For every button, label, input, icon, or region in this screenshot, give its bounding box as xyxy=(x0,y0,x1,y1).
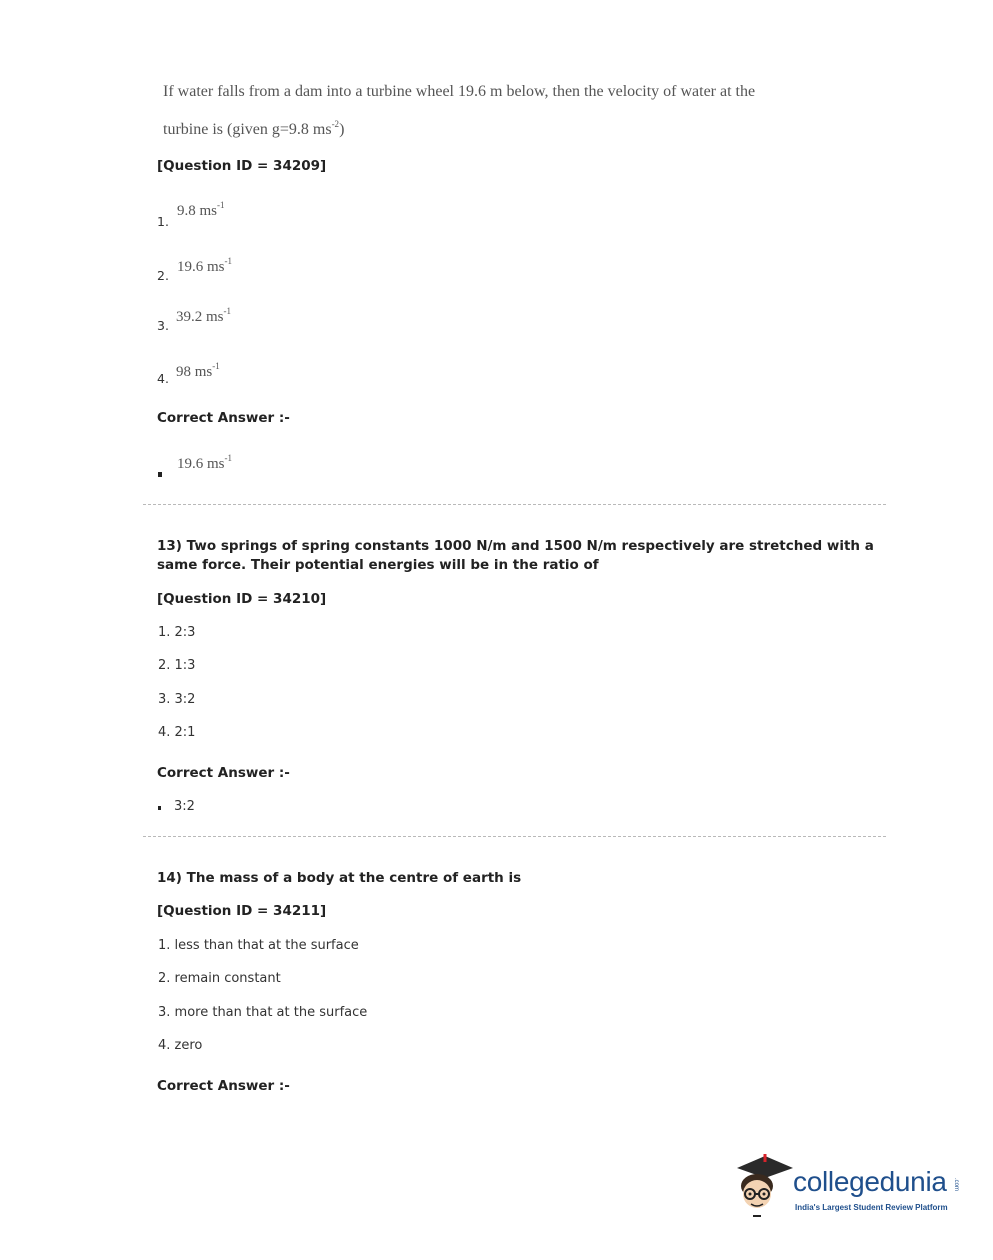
q12-text-line2: turbine is (given g=9.8 $ms^{-2}$) xyxy=(163,119,345,138)
logo-tagline: India's Largest Student Review Platform xyxy=(795,1203,948,1212)
question-divider xyxy=(143,504,886,505)
q14-option-3[interactable]: 3. more than that at the surface xyxy=(158,1005,368,1020)
q12-question-id: [Question ID = 34209] xyxy=(157,158,327,174)
q12-option-1-value: 9.8 ms xyxy=(177,203,218,219)
q13-option-4[interactable]: 4. 2:1 xyxy=(158,725,196,740)
q12-text-line1: If water falls from a dam into a turbine wheel 19.6 m below, then the velocity of water at the xyxy=(163,83,756,100)
q12-answer-bullet xyxy=(158,472,162,477)
q14-text-line1: 14) The mass of a body at the centre of earth is xyxy=(157,870,522,886)
q14-option-4[interactable]: 4. zero xyxy=(158,1038,203,1053)
q12-correct-answer-label: Correct Answer :- xyxy=(157,410,290,426)
q13-text-line1: 13) Two springs of spring constants 1000 N/m and 1500 N/m respectively are stretched with a xyxy=(157,538,874,554)
q13-correct-answer-label: Correct Answer :- xyxy=(157,765,290,781)
logo-domain-suffix: .com xyxy=(953,1178,959,1192)
q12-option-1-number: 1. xyxy=(157,214,169,229)
q13-option-3[interactable]: 3. 3:2 xyxy=(158,692,196,707)
question-divider xyxy=(143,836,886,837)
q14-question-id: [Question ID = 34211] xyxy=(157,903,327,919)
q14-option-2[interactable]: 2. remain constant xyxy=(158,971,281,986)
q12-option-4-value: 98 ms xyxy=(176,364,213,380)
q12-option-2-number: 2. xyxy=(157,268,169,283)
q12-answer-value: 19.6 $ms^{-1}$ xyxy=(177,453,233,472)
q12-option-3-number: 3. xyxy=(157,318,169,333)
logo-wordmark: collegedunia xyxy=(793,1166,947,1197)
q13-answer-bullet xyxy=(158,806,161,810)
q14-correct-answer-label: Correct Answer :- xyxy=(157,1078,290,1094)
q12-option-4-number: 4. xyxy=(157,371,169,386)
q13-option-2[interactable]: 2. 1:3 xyxy=(158,658,196,673)
q12-option-3-value: 39.2 ms xyxy=(176,309,224,325)
collegedunia-logo xyxy=(735,1150,965,1220)
graduate-mascot-icon xyxy=(735,1150,795,1220)
q13-answer-value: 3:2 xyxy=(174,799,195,814)
q13-option-1[interactable]: 1. 2:3 xyxy=(158,625,196,640)
q12-option-2-value: 19.6 ms xyxy=(177,259,225,275)
q13-text-line2: same force. Their potential energies will be in the ratio of xyxy=(157,557,599,573)
q14-option-1[interactable]: 1. less than that at the surface xyxy=(158,938,359,953)
q13-question-id: [Question ID = 34210] xyxy=(157,591,327,607)
